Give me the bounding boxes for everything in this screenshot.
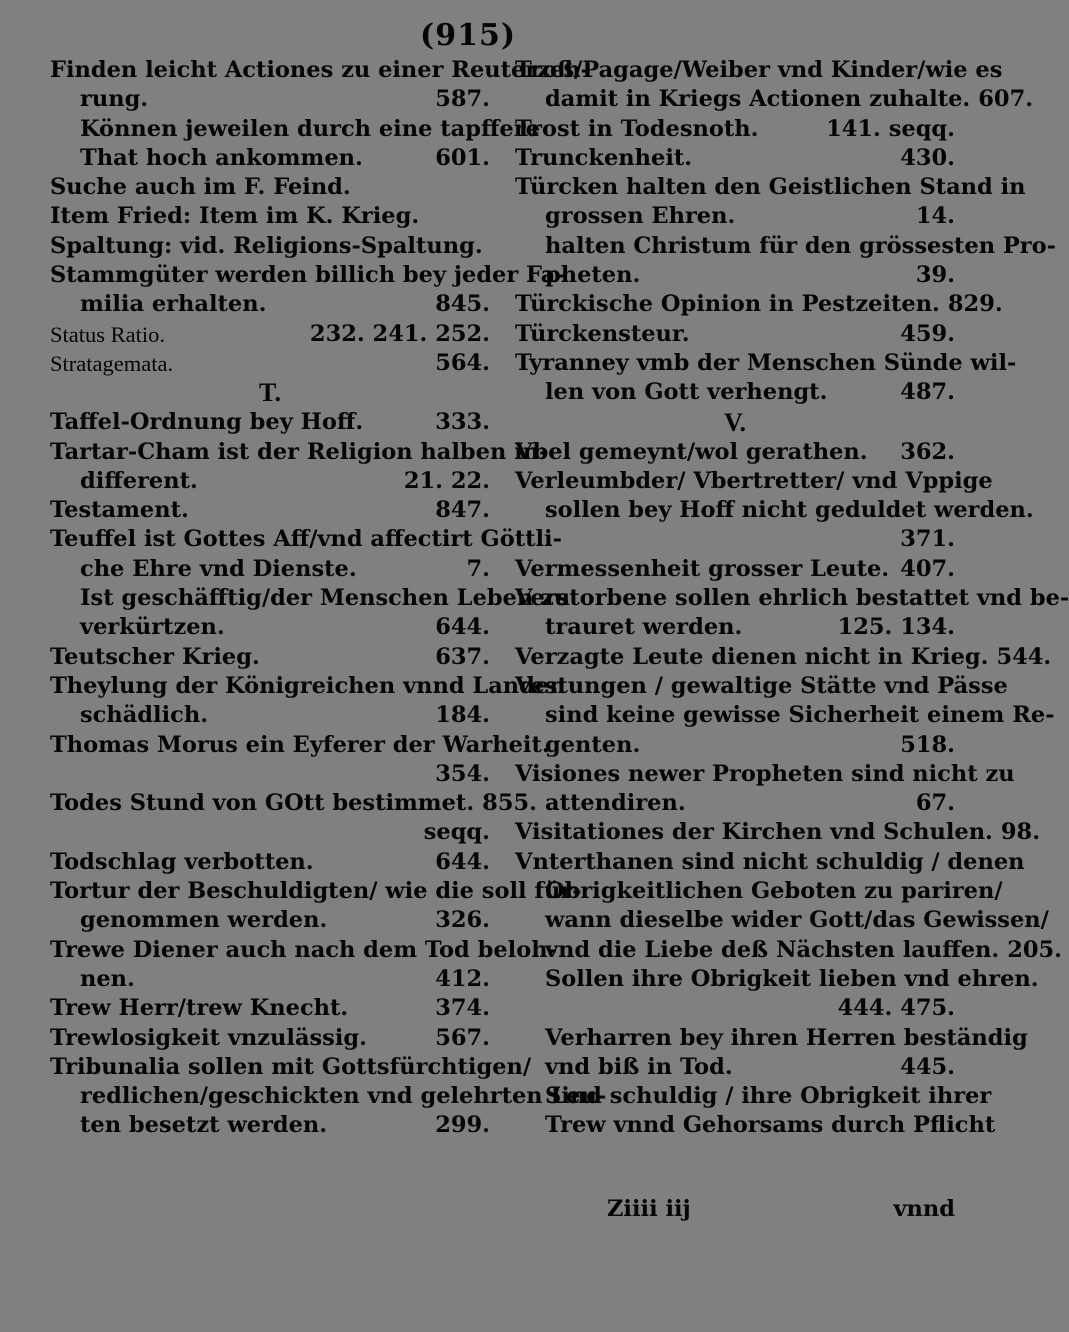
entry-line — [515, 672, 1008, 701]
entry-line — [50, 555, 490, 584]
entry-line — [50, 789, 537, 818]
entry-text: Troß/Pagage/Weiber vnd Kinder/wie es — [515, 57, 1003, 83]
entry-line — [50, 144, 490, 173]
page-reference: 445. — [900, 1053, 955, 1080]
entry-line — [50, 1111, 490, 1140]
entry-text: Tartar-Cham ist der Religion halben in- — [50, 438, 549, 465]
entry-text: nen. — [80, 965, 135, 992]
entry-text: Vnterthanen sind nicht schuldig / denen — [515, 848, 1025, 875]
entry-text: verkürtzen. — [80, 614, 225, 641]
index-entry — [50, 731, 550, 790]
entry-text: Visiones newer Propheten sind nicht zu — [515, 760, 1015, 787]
entry-line — [515, 202, 955, 231]
entry-text: schädlich. — [80, 702, 209, 729]
index-entry — [50, 496, 490, 525]
index-entry — [50, 877, 582, 936]
entry-text: Trew vnnd Gehorsams durch Pflicht — [545, 1112, 996, 1139]
page-reference: 412. — [435, 965, 490, 992]
entry-line — [50, 643, 490, 672]
index-entry — [50, 936, 557, 995]
page-reference: 371. — [900, 526, 955, 553]
page-reference: 184. — [435, 702, 490, 729]
entry-text: Status Ratio. — [50, 321, 166, 347]
page-reference: seqq. — [423, 819, 490, 846]
entry-line — [50, 290, 490, 319]
entry-text: pheten. — [545, 262, 641, 289]
entry-text: different. — [80, 467, 198, 494]
page-reference: 67. — [915, 790, 955, 817]
entry-text: Spaltung: vid. Religions-Spaltung. — [50, 232, 483, 259]
entry-text: sind keine gewisse Sicherheit einem Re- — [545, 702, 1055, 729]
index-entry — [50, 408, 490, 437]
entry-text: Tortur der Beschuldigten/ wie die soll für- — [50, 878, 582, 905]
entry-text: Obrigkeitlichen Geboten zu pariren/ — [545, 878, 1003, 905]
index-entry — [50, 232, 490, 261]
entry-line — [50, 261, 565, 290]
entry-line — [50, 906, 490, 935]
page-reference: 444. 475. — [837, 995, 955, 1022]
page-reference: 601. — [435, 144, 490, 171]
entry-line — [515, 525, 955, 554]
entry-text: halten Christum für den grössesten Pro- — [545, 232, 1057, 259]
section-letter: V. — [724, 407, 746, 437]
entry-line — [50, 85, 490, 114]
index-entry — [50, 994, 490, 1023]
entry-text: redlichen/geschickten vnd gelehrten Leu- — [80, 1083, 607, 1110]
entry-text: Ist geschäfftig/der Menschen Leben zu — [80, 585, 571, 612]
index-entry — [515, 144, 955, 173]
entry-text: Trunckenheit. — [515, 144, 693, 171]
entry-text: Visitationes der Kirchen vnd Schulen. — [515, 819, 993, 846]
page-reference: 39. — [915, 262, 955, 289]
entry-text: Trewlosigkeit vnzulässig. — [50, 1024, 367, 1051]
entry-text: wann dieselbe wider Gott/das Gewissen/ — [545, 907, 1049, 934]
index-entry — [515, 467, 1034, 555]
entry-text: Sind schuldig / ihre Obrigkeit ihrer — [545, 1083, 992, 1110]
entry-text: len von Gott verhengt. — [545, 379, 828, 406]
entry-line — [515, 144, 955, 173]
entry-text: Testament. — [50, 497, 189, 524]
index-entry — [515, 672, 1055, 760]
entry-text: Tyranney vmb der Menschen Sünde wil- — [515, 349, 1017, 376]
entry-line — [50, 936, 557, 965]
index-entry — [50, 848, 490, 877]
entry-line — [515, 56, 1003, 85]
entry-text: Tribunalia sollen mit Gottsfürchtigen/ — [50, 1053, 532, 1080]
index-entry — [515, 965, 1039, 1024]
catchword: vnnd — [893, 1196, 955, 1222]
entry-text: Trewe Diener auch nach dem Tod beloh- — [50, 936, 557, 963]
index-entry — [515, 643, 1052, 672]
entry-line — [515, 701, 1055, 730]
entry-line — [50, 115, 540, 144]
entry-line — [515, 965, 1039, 994]
index-entry — [515, 1082, 996, 1141]
index-entry — [50, 56, 591, 115]
entry-text: Trew Herr/trew Knecht. — [50, 995, 349, 1022]
index-entry — [515, 349, 1017, 408]
entry-line — [515, 467, 993, 496]
index-entry — [515, 173, 1057, 290]
page-reference: 644. — [435, 848, 490, 875]
page-reference: 333. — [435, 409, 490, 436]
entry-line — [50, 672, 566, 701]
page-reference: 855. — [482, 790, 537, 817]
index-entry — [515, 848, 1063, 965]
entry-line — [515, 438, 955, 467]
page-number: (915) — [420, 18, 517, 53]
page-reference: 459. — [900, 320, 955, 347]
entry-text: attendiren. — [545, 790, 686, 817]
entry-line — [50, 1082, 607, 1111]
entry-text: Suche auch im F. Feind. — [50, 174, 351, 201]
index-entry — [515, 760, 1015, 819]
page-reference: 430. — [900, 144, 955, 171]
page-reference: 567. — [435, 1024, 490, 1051]
index-entry — [50, 672, 566, 731]
entry-line — [50, 818, 490, 847]
index-entry — [50, 525, 562, 584]
entry-line — [50, 56, 591, 85]
page-reference: 518. — [900, 731, 955, 758]
entry-text: rung. — [80, 86, 149, 113]
page-reference: 354. — [435, 760, 490, 787]
entry-text: Todes Stund von GOtt bestimmet. — [50, 790, 475, 817]
index-entry — [50, 202, 490, 231]
index-entry — [50, 584, 571, 643]
entry-line — [515, 173, 1026, 202]
entry-line — [515, 643, 1052, 672]
page-reference: 829. — [947, 291, 1003, 318]
index-entry — [515, 56, 1034, 115]
entry-line — [50, 701, 490, 730]
index-entry — [515, 584, 1069, 643]
entry-line — [515, 877, 1003, 906]
page-reference: 299. — [435, 1112, 490, 1139]
entry-line — [50, 408, 490, 437]
entry-text: Finden leicht Actiones zu einer Reuterzeh- — [50, 57, 591, 83]
entry-text: Vermessenheit grosser Leute. — [515, 555, 890, 582]
index-entry — [515, 290, 1003, 319]
entry-line — [50, 320, 490, 349]
entry-line — [515, 290, 1003, 319]
entry-line — [515, 789, 955, 818]
entry-line — [515, 1024, 1028, 1053]
index-entry — [515, 1024, 1028, 1083]
entry-line — [50, 613, 490, 642]
entry-line — [50, 877, 582, 906]
entry-line — [50, 525, 562, 554]
entry-line — [515, 496, 1034, 525]
entry-line — [515, 320, 955, 349]
entry-line — [515, 349, 1017, 378]
page-reference: 141. seqq. — [826, 115, 955, 142]
entry-line — [515, 1053, 955, 1082]
entry-text: che Ehre vnd Dienste. — [80, 555, 357, 582]
entry-line — [50, 202, 490, 231]
index-entry — [50, 789, 537, 848]
entry-text: Türckensteur. — [515, 320, 690, 347]
index-entry — [50, 1053, 607, 1141]
index-entry — [50, 1024, 490, 1053]
entry-line — [515, 760, 1015, 789]
page-footer — [515, 1196, 955, 1226]
entry-line — [515, 731, 955, 760]
entry-text: Teuffel ist Gottes Aff/vnd affectirt Göttli- — [50, 526, 562, 553]
entry-line — [50, 438, 549, 467]
entry-line — [50, 173, 490, 202]
index-entry — [50, 643, 490, 672]
entry-text: ten besetzt werden. — [80, 1112, 328, 1139]
entry-line — [50, 349, 490, 378]
page-reference: 544. — [996, 643, 1052, 670]
entry-text: Verstorbene sollen ehrlich bestattet vnd be- — [515, 585, 1069, 612]
index-entry — [50, 115, 540, 174]
page-reference: 847. — [435, 497, 490, 524]
entry-text: milia erhalten. — [80, 291, 267, 318]
entry-line — [50, 848, 490, 877]
entry-text: That hoch ankommen. — [80, 144, 363, 171]
entry-text: Verleumbder/ Vbertretter/ vnd Vppige — [515, 467, 993, 494]
page-reference: 125. 134. — [837, 614, 955, 641]
entry-text: Vbel gemeynt/wol gerathen. — [515, 438, 868, 465]
entry-text: vnd die Liebe deß Nächsten lauffen. — [545, 936, 1000, 963]
entry-line — [50, 496, 490, 525]
entry-text: Verharren bey ihren Herren beständig — [545, 1024, 1028, 1051]
index-entry — [50, 438, 549, 497]
entry-line — [515, 378, 955, 407]
entry-text: Verzagte Leute dienen nicht in Krieg. — [515, 643, 989, 670]
entry-line — [515, 613, 955, 642]
entry-line — [50, 1024, 490, 1053]
index-entry — [50, 261, 565, 320]
page-reference: 587. — [435, 86, 490, 113]
page-reference: 607. — [978, 86, 1034, 113]
page-reference: 374. — [435, 995, 490, 1022]
entry-text: genten. — [545, 731, 641, 758]
entry-text: damit in Kriegs Actionen zuhalte. — [545, 86, 971, 113]
entry-text: Trost in Todesnoth. — [515, 115, 759, 142]
index-entry — [515, 555, 955, 584]
entry-text: Thomas Morus ein Eyferer der Warheit. — [50, 731, 550, 758]
index-entry — [515, 115, 955, 144]
entry-line — [515, 848, 1025, 877]
entry-line — [50, 760, 490, 789]
entry-line — [50, 965, 490, 994]
page-reference: 205. — [1007, 936, 1063, 963]
entry-text: trauret werden. — [545, 614, 743, 641]
entry-line — [515, 85, 1034, 114]
entry-line — [50, 994, 490, 1023]
entry-text: Teutscher Krieg. — [50, 643, 260, 670]
entry-text: Türckische Opinion in Pestzeiten. — [515, 291, 940, 318]
section-letter: T. — [259, 378, 281, 408]
entry-text: Todschlag verbotten. — [50, 848, 314, 875]
index-entry — [515, 320, 955, 349]
index-column-right — [515, 56, 1069, 1141]
entry-text: genommen werden. — [80, 907, 328, 934]
entry-line — [50, 232, 490, 261]
page-reference: 487. — [900, 379, 955, 406]
page-reference: 21. 22. — [403, 467, 490, 494]
entry-line — [515, 555, 955, 584]
entry-text: Taffel-Ordnung bey Hoff. — [50, 409, 364, 436]
entry-line — [50, 584, 571, 613]
page-reference: 644. — [435, 614, 490, 641]
entry-line — [515, 906, 1049, 935]
entry-text: Item Fried: Item im K. Krieg. — [50, 203, 420, 230]
entry-text: Stammgüter werden billich bey jeder Fa- — [50, 262, 565, 289]
entry-text: Türcken halten den Geistlichen Stand in — [515, 174, 1026, 201]
entry-text: Stratagemata. — [50, 350, 174, 376]
entry-line — [515, 232, 1057, 261]
page-reference: 326. — [435, 907, 490, 934]
entry-line — [515, 1082, 992, 1111]
page-reference: 564. — [435, 349, 490, 376]
entry-line — [515, 584, 1069, 613]
index-entry — [515, 438, 955, 467]
page-reference: 98. — [1000, 819, 1041, 846]
page-reference: 14. — [915, 203, 955, 230]
entry-text: Können jeweilen durch eine tapffere — [80, 115, 540, 142]
signature-mark: Ziiii iij — [607, 1196, 691, 1222]
entry-text: vnd biß in Tod. — [545, 1053, 733, 1080]
page-reference: 845. — [435, 291, 490, 318]
page-reference: 7. — [466, 555, 490, 582]
entry-line — [515, 1111, 996, 1140]
page-reference: 637. — [435, 643, 490, 670]
entry-text: Vestungen / gewaltige Stätte vnd Pässe — [515, 672, 1008, 699]
entry-line — [515, 994, 955, 1023]
entry-text: Theylung der Königreichen vnnd Landen — [50, 672, 566, 699]
entry-line — [515, 818, 1041, 847]
index-entry — [50, 349, 490, 378]
entry-line — [50, 1053, 532, 1082]
entry-line — [50, 467, 490, 496]
page-reference: 232. 241. 252. — [309, 320, 490, 347]
entry-line — [515, 115, 955, 144]
page-reference: 362. — [900, 438, 955, 465]
entry-line — [515, 936, 1063, 965]
entry-line — [515, 261, 955, 290]
index-entry — [50, 320, 490, 349]
entry-text: grossen Ehren. — [545, 203, 736, 230]
index-entry — [50, 173, 490, 202]
entry-text: sollen bey Hoff nicht geduldet werden. — [545, 497, 1034, 524]
entry-line — [50, 731, 550, 760]
entry-text: Sollen ihre Obrigkeit lieben vnd ehren. — [545, 965, 1039, 992]
index-entry — [515, 818, 1041, 847]
page-reference: 407. — [900, 555, 955, 582]
